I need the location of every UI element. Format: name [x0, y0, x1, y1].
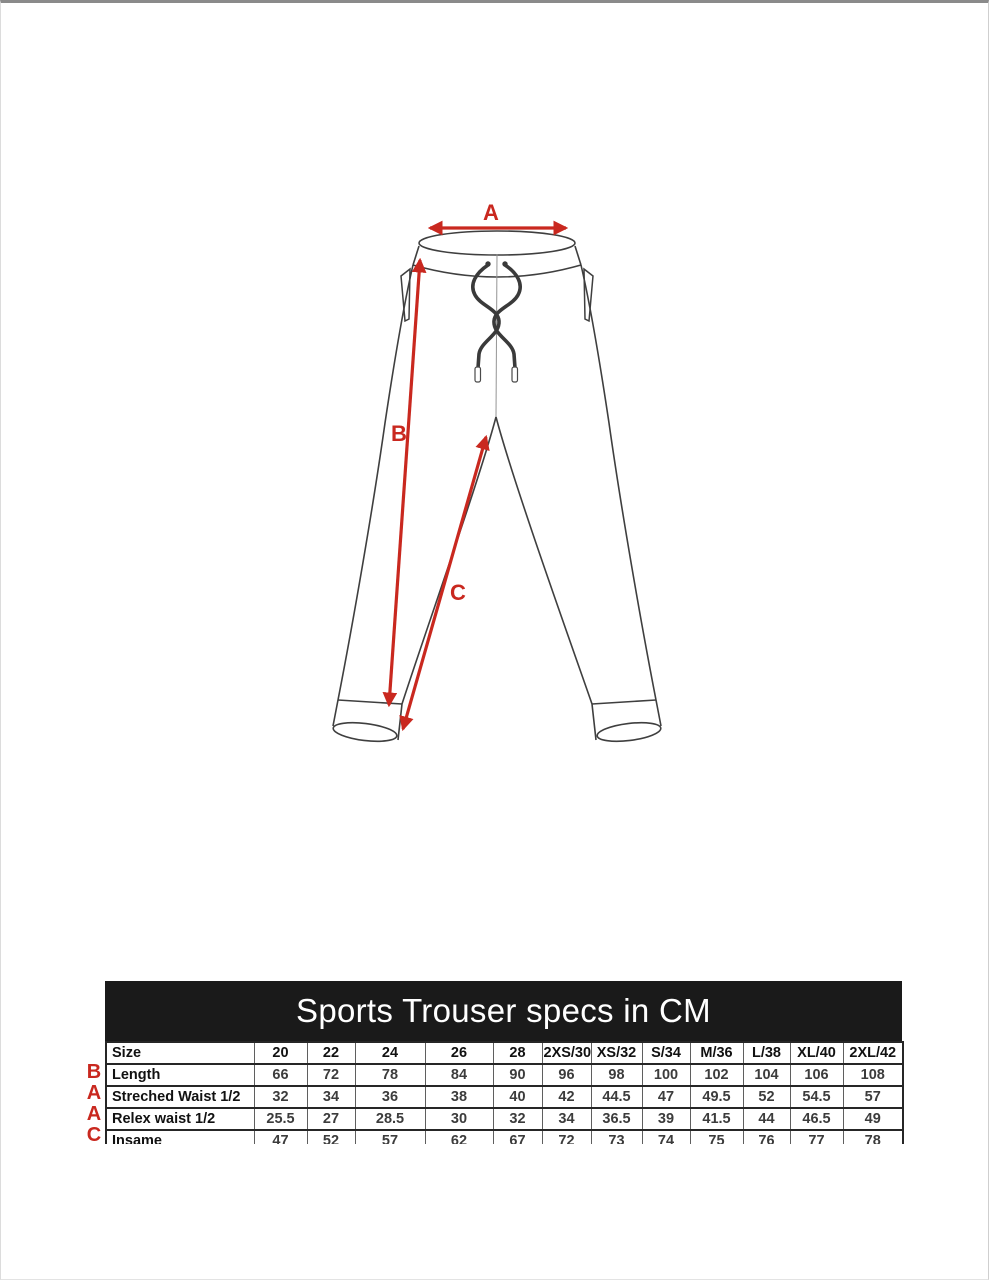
measurement-value: 41.5	[690, 1108, 743, 1130]
measurement-value: 52	[743, 1086, 790, 1108]
measurement-row-label: Length	[106, 1064, 254, 1086]
measurement-value: 34	[307, 1086, 355, 1108]
measurement-value: 96	[542, 1064, 591, 1086]
center-front-seam	[496, 254, 497, 417]
right-cuff-opening	[596, 720, 662, 745]
measurement-value: 49.5	[690, 1086, 743, 1108]
size-column-header: 20	[254, 1042, 307, 1064]
waistband-opening	[419, 231, 575, 255]
measurement-value: 76	[743, 1130, 790, 1144]
measurement-value: 75	[690, 1130, 743, 1144]
size-column-header: 26	[425, 1042, 493, 1064]
row-measure-letter: B	[86, 1061, 102, 1083]
waistband-right-edge	[575, 246, 581, 265]
measurement-value: 104	[743, 1064, 790, 1086]
measurement-row	[106, 1130, 903, 1144]
measurement-value: 78	[843, 1130, 903, 1144]
size-column-header: S/34	[642, 1042, 690, 1064]
measurement-value: 73	[591, 1130, 642, 1144]
measurement-value: 36.5	[591, 1108, 642, 1130]
measurement-value: 84	[425, 1064, 493, 1086]
measurement-value: 67	[493, 1130, 542, 1144]
measurement-value: 52	[307, 1130, 355, 1144]
measurement-value: 106	[790, 1064, 843, 1086]
table-title: Sports Trouser specs in CM	[296, 992, 711, 1029]
size-table-container	[105, 1041, 905, 1144]
measurement-value: 47	[254, 1130, 307, 1144]
measurement-value: 66	[254, 1064, 307, 1086]
measurement-value: 100	[642, 1064, 690, 1086]
size-column-header: 2XL/42	[843, 1042, 903, 1064]
size-column-header: 28	[493, 1042, 542, 1064]
measurement-value: 36	[355, 1086, 425, 1108]
table-title-banner	[105, 981, 902, 1041]
measurement-value: 32	[254, 1086, 307, 1108]
measurement-value: 30	[425, 1108, 493, 1130]
left-aglet	[475, 367, 481, 382]
size-corner-header: Size	[106, 1042, 254, 1064]
measurement-row	[106, 1064, 903, 1086]
measurement-value: 39	[642, 1108, 690, 1130]
measurement-value: 78	[355, 1064, 425, 1086]
left-leg-inner-seam	[402, 417, 496, 704]
measurement-value: 77	[790, 1130, 843, 1144]
measurement-value: 49	[843, 1108, 903, 1130]
measurement-value: 74	[642, 1130, 690, 1144]
measurement-value: 57	[355, 1130, 425, 1144]
size-column-header: XS/32	[591, 1042, 642, 1064]
measurement-row-label: Relex waist 1/2	[106, 1108, 254, 1130]
right-leg-inner-seam	[496, 417, 592, 704]
measurement-value: 108	[843, 1064, 903, 1086]
measurement-value: 46.5	[790, 1108, 843, 1130]
measurement-value: 34	[542, 1108, 591, 1130]
measurement-row-label: Insame	[106, 1130, 254, 1144]
size-column-header: L/38	[743, 1042, 790, 1064]
measurement-value: 27	[307, 1108, 355, 1130]
size-column-header: M/36	[690, 1042, 743, 1064]
measurement-value: 72	[542, 1130, 591, 1144]
left-cuff-top	[338, 700, 402, 704]
right-leg-outer-seam	[581, 265, 656, 700]
trouser-diagram	[1, 3, 989, 963]
waistband-left-edge	[413, 246, 419, 265]
size-table-head-row	[106, 1042, 903, 1064]
measure-label-a: A	[483, 200, 499, 225]
left-leg-outer-seam	[338, 265, 413, 700]
size-column-header: 24	[355, 1042, 425, 1064]
measurement-value: 54.5	[790, 1086, 843, 1108]
measurement-value: 90	[493, 1064, 542, 1086]
measurement-value: 38	[425, 1086, 493, 1108]
measurement-value: 28.5	[355, 1108, 425, 1130]
size-column-header: 22	[307, 1042, 355, 1064]
measurement-row	[106, 1086, 903, 1108]
size-table-body	[106, 1064, 903, 1144]
measurement-row-label: Streched Waist 1/2	[106, 1086, 254, 1108]
measurement-value: 47	[642, 1086, 690, 1108]
measurement-value: 57	[843, 1086, 903, 1108]
size-column-header: XL/40	[790, 1042, 843, 1064]
size-table	[105, 1041, 904, 1144]
measure-arrow-b	[389, 260, 420, 705]
size-column-header: 2XS/30	[542, 1042, 591, 1064]
measure-arrow-c	[403, 437, 486, 729]
left-cuff-opening	[332, 720, 398, 745]
row-measure-letter: A	[86, 1082, 102, 1104]
measurement-value: 98	[591, 1064, 642, 1086]
measurement-value: 25.5	[254, 1108, 307, 1130]
row-measure-letter: A	[86, 1103, 102, 1125]
measurement-value: 102	[690, 1064, 743, 1086]
measurement-value: 44.5	[591, 1086, 642, 1108]
measurement-value: 42	[542, 1086, 591, 1108]
measure-label-c: C	[450, 580, 466, 605]
row-measure-letter: C	[86, 1124, 102, 1146]
measurement-row	[106, 1108, 903, 1130]
measurement-value: 32	[493, 1108, 542, 1130]
measurement-value: 62	[425, 1130, 493, 1144]
right-aglet	[512, 367, 518, 382]
measurement-value: 44	[743, 1108, 790, 1130]
right-cuff-top	[592, 700, 656, 704]
measure-label-b: B	[391, 421, 407, 446]
row-letter-column	[84, 1062, 104, 1150]
measurement-value: 72	[307, 1064, 355, 1086]
measurement-value: 40	[493, 1086, 542, 1108]
